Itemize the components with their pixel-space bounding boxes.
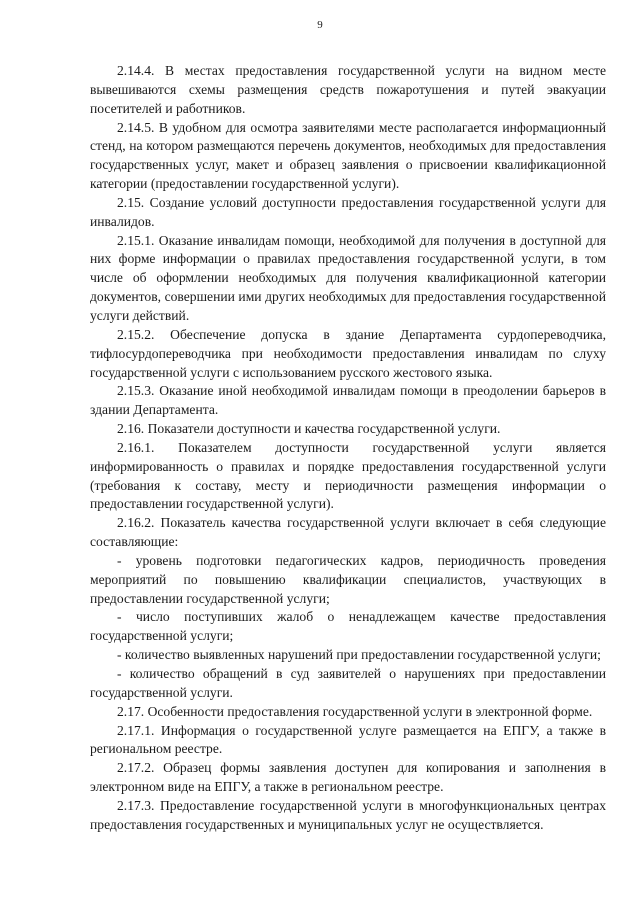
paragraph-2-14-5: 2.14.5. В удобном для осмотра заявителями месте располагается информационный стенд, на котором размещаются перечень документов, необходимых для предоставления государственных услуг, макет и образец заявления о присвоении квалификационной категории (предоставлении государственной услуги). — [90, 119, 606, 192]
paragraph-2-16-1: 2.16.1. Показателем доступности государственной услуги является информированность о правилах и порядке предоставления государственной услуги (требования к составу, месту и периодичности размещения информации о предоставлении государственной услуги). — [90, 439, 606, 512]
paragraph-2-16-2: 2.16.2. Показатель качества государственной услуги включает в себя следующие составляющие: — [90, 515, 606, 550]
paragraph-2-17-2: 2.17.2. Образец формы заявления доступен для копирования и заполнения в электронном виде на ЕПГУ, а также в региональном реестре. — [90, 760, 606, 795]
paragraph-2-17-1: 2.17.1. Информация о государственной услуге размещается на ЕПГУ, а также в региональном реестре. — [90, 722, 606, 757]
list-item-complaints: - число поступивших жалоб о ненадлежащем качестве предоставления государственной услуги; — [90, 609, 606, 644]
paragraph-2-15-1: 2.15.1. Оказание инвалидам помощи, необходимой для получения в доступной для них форме информации о правилах предоставления государственной услуги, в том числе об оформлении необходимых для получения квалификационной категории документов, совершении ими других необходимых для предоставления государственной услуги действий. — [90, 232, 606, 323]
paragraph-2-15: 2.15. Создание условий доступности предоставления государственной услуги для инвалидов. — [90, 194, 606, 229]
paragraph-2-16: 2.16. Показатели доступности и качества государственной услуги. — [117, 421, 501, 437]
paragraph-2-17: 2.17. Особенности предоставления государственной услуги в электронной форме. — [117, 703, 593, 719]
list-item-court-appeals: - количество обращений в суд заявителей о нарушениях при предоставлении государственной услуги. — [90, 666, 606, 700]
page-number: 9 — [317, 19, 323, 31]
list-item-violations: - количество выявленных нарушений при предоставлении государственной услуги; — [117, 647, 601, 663]
list-item-staff-training: - уровень подготовки педагогических кадров, периодичность проведения мероприятий по повышению квалификации специалистов, участвующих в предоставлении государственной услуги; — [90, 552, 606, 606]
paragraph-2-14-4: 2.14.4. В местах предоставления государственной услуги на видном месте вывешиваются схемы размещения средств пожаротушения и путей эвакуации посетителей и работников. — [90, 63, 606, 116]
document-body — [90, 62, 606, 835]
paragraph-2-17-3: 2.17.3. Предоставление государственной услуги в многофункциональных центрах предоставления государственных и муниципальных услуг не осуществляется. — [90, 797, 606, 832]
paragraph-2-15-3: 2.15.3. Оказание иной необходимой инвалидам помощи в преодолении барьеров в здании Департамента. — [90, 383, 606, 418]
paragraph-2-15-2: 2.15.2. Обеспечение допуска в здание Департамента сурдопереводчика, тифлосурдопереводчика при необходимости предоставления инвалидам по слуху государственной услуги с использованием русского жестового языка. — [90, 326, 606, 380]
